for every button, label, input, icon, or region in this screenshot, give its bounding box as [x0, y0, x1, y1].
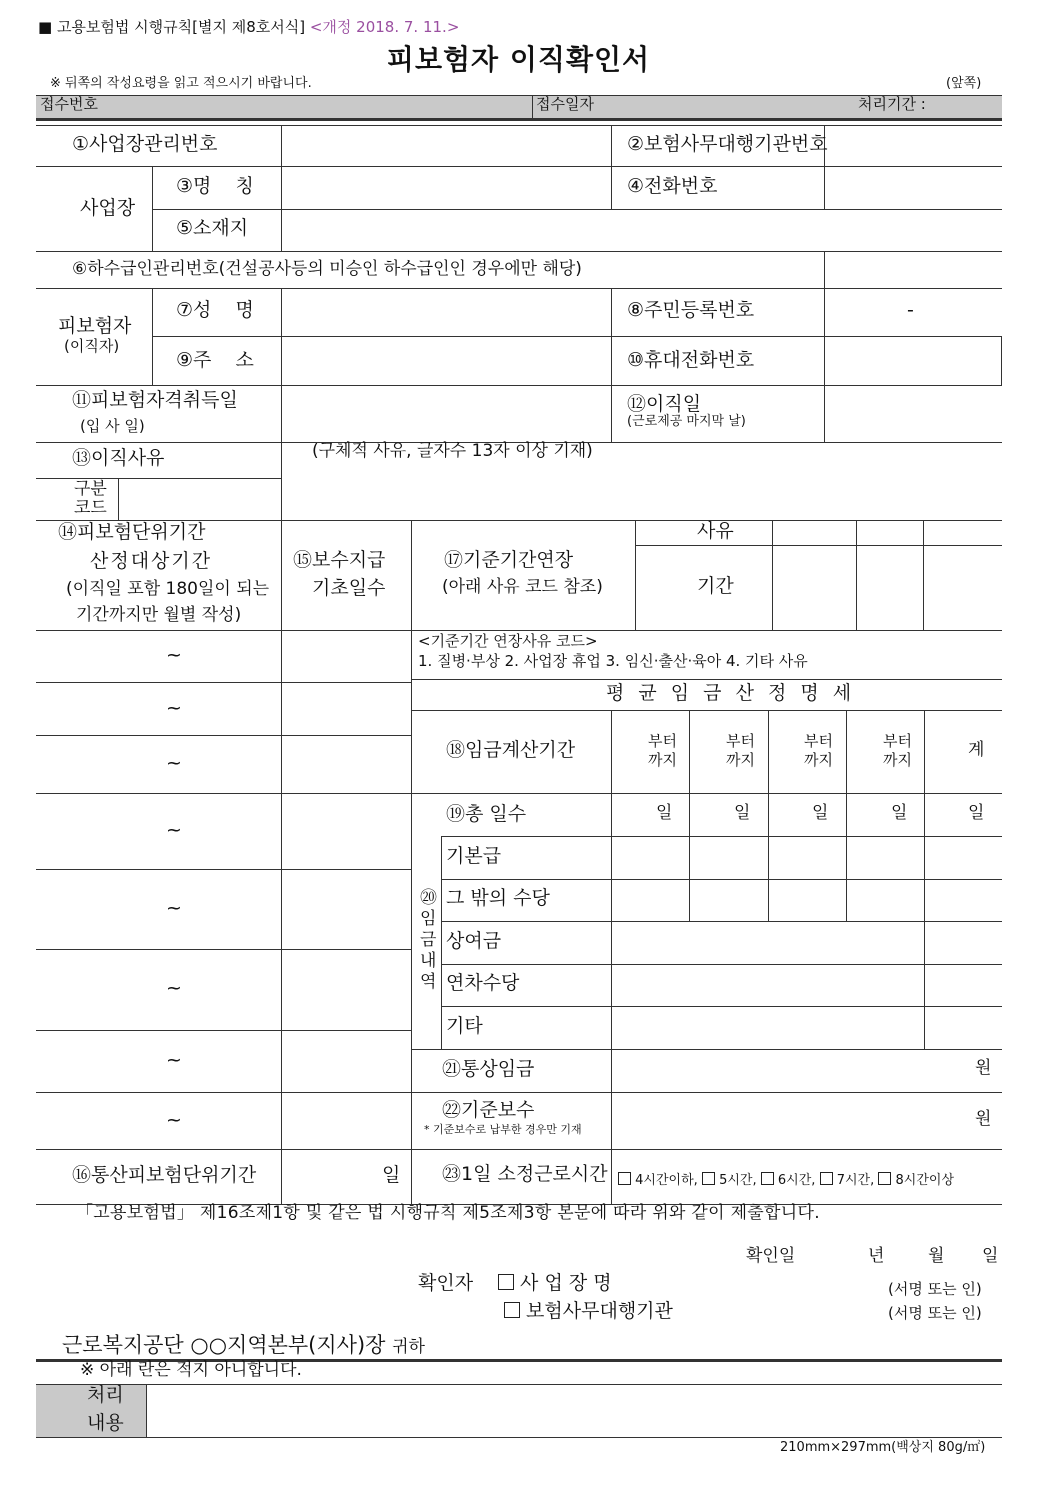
workplace-name-label: ③명 칭: [176, 175, 254, 197]
acquisition-date-label: ⑪피보험자격취득일: [72, 389, 238, 411]
employer-option: 사 업 장 명: [498, 1273, 612, 1295]
total-days-unit-3: 일: [812, 803, 829, 823]
pay-base-days-label-2: 기초일수: [312, 577, 386, 599]
employer-checkbox[interactable]: [498, 1274, 514, 1290]
insured-name-label: ⑦성 명: [176, 299, 254, 321]
wage-period-2-from: 부터: [726, 732, 755, 750]
processing-period-label: 처리기간 :: [858, 95, 926, 113]
wage-period-3-from: 부터: [804, 732, 833, 750]
base-period-extension-note: (아래 사유 코드 참조): [442, 577, 603, 597]
confirm-month-label: 월: [928, 1246, 945, 1266]
total-days-unit-total: 일: [968, 803, 985, 823]
workplace-phone-label: ④전화번호: [627, 175, 718, 197]
insured-group-label: 피보험자: [58, 315, 132, 337]
pay-base-days-label-1: ⑮보수지급: [293, 549, 386, 571]
work-hours-options: 4시간이하, 5시간, 6시간, 7시간, 8시간이상: [618, 1172, 954, 1189]
standard-remuneration-label: ㉒기준보수: [442, 1099, 535, 1121]
period-row-4-tilde: ~: [166, 819, 182, 841]
standard-remuneration-unit: 원: [975, 1109, 992, 1129]
total-days-unit-1: 일: [656, 803, 673, 823]
hours-8-checkbox[interactable]: [878, 1172, 891, 1185]
insured-address-label: ⑨주 소: [176, 349, 254, 371]
ordinary-wage-unit: 원: [975, 1058, 992, 1078]
workplace-management-number-label: ①사업장관리번호: [72, 133, 218, 155]
period-row-3-tilde: ~: [166, 752, 182, 774]
agency-option: 보험사무대행기관: [504, 1301, 673, 1323]
agency-sign-note: (서명 또는 인): [888, 1304, 982, 1322]
ordinary-wage-label: ㉑통상임금: [442, 1058, 535, 1080]
reason-code-label-2: 코드: [74, 498, 107, 518]
wage-period-total-label: 계: [968, 740, 985, 760]
agency-number-label: ②보험사무대행기관번호: [627, 133, 828, 155]
bonus-label: 상여금: [446, 930, 502, 952]
extension-period-head: 기간: [697, 575, 734, 597]
insured-group-sub: (이직자): [64, 337, 120, 355]
paper-spec: 210mm×297mm(백상지 80g/㎡): [780, 1440, 986, 1455]
period-row-2-tilde: ~: [166, 697, 182, 719]
calc-target-note-2: 기간까지만 월별 작성): [76, 605, 242, 625]
acquisition-date-sub: (입 사 일): [80, 417, 145, 435]
wage-period-4-to: 까지: [883, 751, 912, 769]
other-pay-label: 기타: [446, 1015, 483, 1037]
receipt-number-label: 접수번호: [40, 95, 98, 113]
do-not-write-note: ※ 아래 란은 적지 아니합니다.: [80, 1360, 302, 1380]
confirm-year-label: 년: [868, 1246, 885, 1266]
processing-label-2: 내용: [87, 1412, 124, 1434]
extension-code-list: 1. 질병·부상 2. 사업장 휴업 3. 임신·출산·육아 4. 기타 사유: [418, 652, 808, 670]
mobile-number-label: ⑩휴대전화번호: [627, 349, 755, 371]
annual-leave-pay-label: 연차수당: [446, 972, 520, 994]
insured-unit-period-label: ⑭피보험단위기간: [58, 521, 206, 543]
workplace-address-label: ⑤소재지: [176, 217, 249, 239]
workplace-group-label: 사업장: [80, 197, 136, 219]
wage-period-3-to: 까지: [804, 751, 833, 769]
total-days-unit-2: 일: [734, 803, 751, 823]
wage-calc-period-label: ⑱임금계산기간: [446, 739, 576, 761]
total-days-label: ⑲총 일수: [446, 803, 527, 825]
extension-code-title: <기준기간 연장사유 코드>: [418, 632, 598, 650]
leave-date-sub: (근로제공 마지막 날): [627, 414, 746, 429]
period-row-7-tilde: ~: [166, 1049, 182, 1071]
confirmer-label: 확인자: [418, 1272, 474, 1294]
hours-4-checkbox[interactable]: [618, 1172, 631, 1185]
base-period-extension-label: ⑰기준기간연장: [444, 549, 574, 571]
confirm-date-label: 확인일: [746, 1246, 796, 1266]
form-reference: ■ 고용보험법 시행규칙[별지 제8호서식] <개정 2018. 7. 11.>: [38, 18, 460, 36]
other-allowance-label: 그 밖의 수당: [446, 887, 550, 909]
wage-period-2-to: 까지: [726, 751, 755, 769]
wage-detail-label: ⑳임금내역: [420, 888, 437, 992]
wage-period-1-from: 부터: [648, 732, 677, 750]
period-row-8-tilde: ~: [166, 1109, 182, 1131]
revision-note: <개정 2018. 7. 11.>: [309, 18, 460, 36]
calc-target-note-1: (이직일 포함 180일이 되는: [66, 579, 270, 599]
addressee: 근로복지공단 ○○지역본부(지사)장 귀하: [62, 1333, 425, 1357]
period-row-5-tilde: ~: [166, 897, 182, 919]
total-days-unit-4: 일: [891, 803, 908, 823]
writing-guide-note: ※ 뒤쪽의 작성요령을 읽고 적으시기 바랍니다.: [50, 76, 312, 91]
resident-number-label: ⑧주민등록번호: [627, 299, 755, 321]
basic-pay-label: 기본급: [446, 845, 502, 867]
daily-work-hours-label: ㉓1일 소정근로시간: [442, 1163, 608, 1185]
processing-label-1: 처리: [87, 1384, 124, 1406]
period-row-6-tilde: ~: [166, 977, 182, 999]
period-row-1-tilde: ~: [166, 644, 182, 666]
agency-checkbox[interactable]: [504, 1302, 520, 1318]
hours-7-checkbox[interactable]: [820, 1172, 833, 1185]
calc-target-period-label: 산정대상기간: [90, 550, 213, 572]
submission-statement: 「고용보험법」 제16조제1항 및 같은 법 시행규칙 제5조제3항 본문에 따라 위와 같이 제출합니다.: [76, 1203, 820, 1223]
hours-6-checkbox[interactable]: [761, 1172, 774, 1185]
leave-reason-hint: (구체적 사유, 글자수 13자 이상 기재): [312, 441, 593, 461]
total-insured-period-unit: 일: [382, 1164, 401, 1186]
average-wage-title: 평 균 임 금 산 정 명 세: [606, 682, 856, 704]
page-title: 피보험자 이직확인서: [386, 43, 651, 76]
subcontractor-number-label: ⑥하수급인관리번호(건설공사등의 미승인 하수급인인 경우에만 해당): [72, 259, 582, 279]
leave-reason-label: ⑬이직사유: [72, 447, 165, 469]
standard-remuneration-note: * 기준보수로 납부한 경우만 기재: [424, 1123, 582, 1136]
page-side-label: (앞쪽): [946, 76, 982, 91]
hours-5-checkbox[interactable]: [702, 1172, 715, 1185]
resident-number-dash: -: [907, 299, 914, 321]
confirm-day-label: 일: [982, 1246, 999, 1266]
extension-reason-head: 사유: [697, 520, 734, 542]
receipt-date-label: 접수일자: [536, 95, 594, 113]
reason-code-label-1: 구분: [74, 479, 107, 499]
wage-period-1-to: 까지: [648, 751, 677, 769]
leave-date-label: ⑫이직일: [627, 393, 702, 415]
employer-sign-note: (서명 또는 인): [888, 1280, 982, 1298]
total-insured-period-label: ⑯통산피보험단위기간: [72, 1164, 257, 1186]
wage-period-4-from: 부터: [883, 732, 912, 750]
